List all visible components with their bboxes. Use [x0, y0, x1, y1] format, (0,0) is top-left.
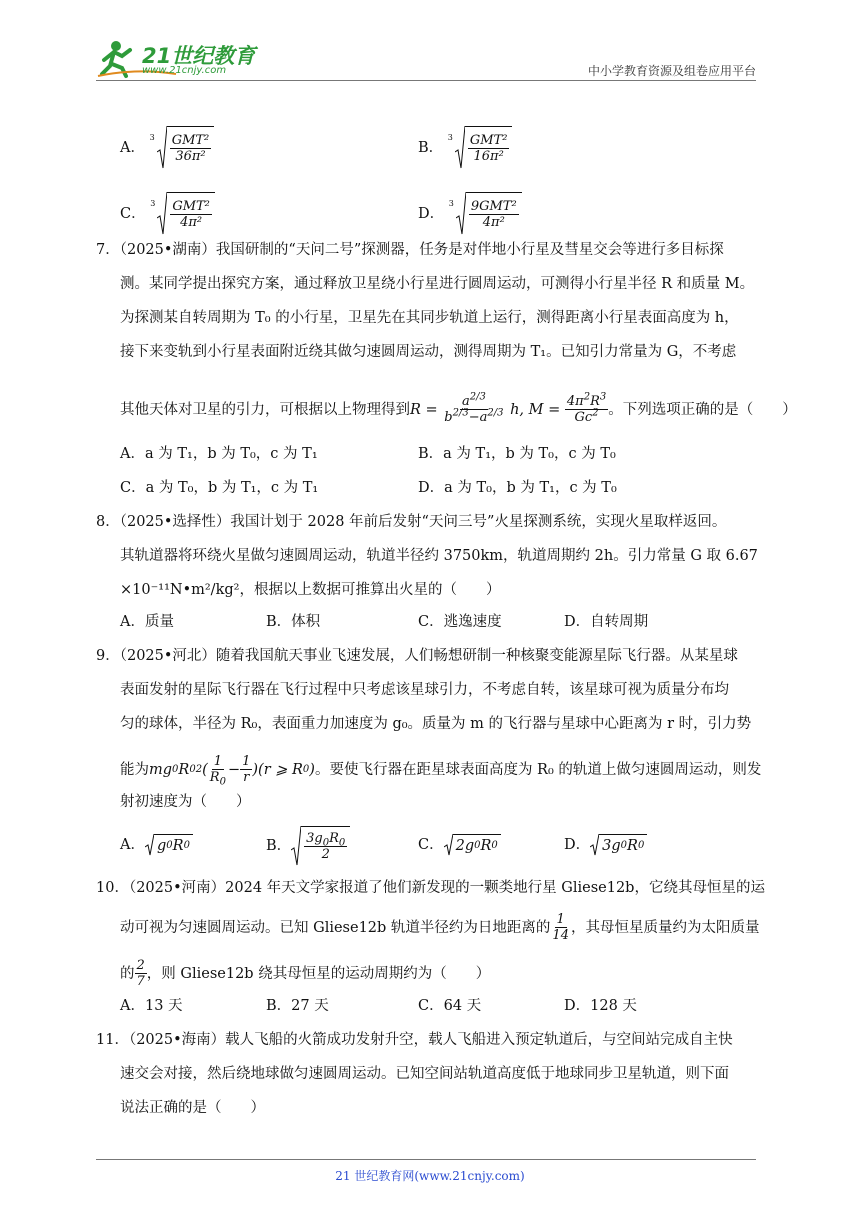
footer-divider — [96, 1159, 756, 1160]
q9-option-b-label: B． — [266, 838, 292, 854]
q9-option-a[interactable] — [120, 834, 193, 856]
q7-line-1: 7．（2025•湖南）我国研制的“天问二号”探测器，任务是对伴地小行星及彗星交会等进行多目标探 — [96, 242, 724, 258]
logo-title: 21世纪教育 — [142, 44, 256, 68]
header-divider — [96, 80, 756, 81]
q6-option-c-formula: 3 $\frac{\text{GMT²}}{\text{4π²}}$ — [150, 192, 215, 236]
q9-line-5: 射初速度为（ ） — [120, 794, 251, 810]
q10-line-2 — [120, 912, 759, 943]
q9-line-1: 9．（2025•河北）随着我国航天事业飞速发展，人们畅想研制一种核聚变能源星际飞行器。从某星球 — [96, 648, 738, 664]
q6-option-a[interactable] — [120, 126, 214, 170]
q7-line-5-end: 。下列选项正确的是（ ） — [608, 401, 797, 418]
q7-option-a[interactable]: A．a 为 T₁，b 为 T₀，c 为 T₁ — [120, 446, 318, 462]
q8-option-a[interactable]: A．质量 — [120, 614, 174, 630]
q6-option-a-label: A． — [120, 140, 145, 156]
q9-option-b[interactable] — [266, 826, 350, 866]
q7-line-5 — [120, 391, 797, 425]
q7-option-c[interactable]: C．a 为 T₀，b 为 T₁，c 为 T₁ — [120, 480, 319, 496]
q9-option-d[interactable] — [564, 834, 647, 856]
q6-option-b-formula: 3 $\frac{\text{GMT²}}{\text{16π²}}$ — [448, 126, 513, 170]
q6-option-c-label: C． — [120, 206, 146, 222]
q6-option-d-formula: 3 $\frac{\text{9GMT²}}{\text{4π²}}$ — [449, 192, 522, 236]
q11-line-1: 11．（2025•海南）载人飞船的火箭成功发射升空，载人飞船进入预定轨道后，与空间站完成自主快 — [96, 1032, 733, 1048]
q8-option-b[interactable]: B．体积 — [266, 614, 321, 630]
q10-option-b[interactable]: B．27 天 — [266, 998, 329, 1014]
q10-line-1: 10．（2025•河南）2024 年天文学家报道了他们新发现的一颗类地行星 Gliese12b，它绕其母恒星的运 — [96, 880, 765, 896]
q10-line-3-text: 的 — [120, 965, 135, 982]
site-logo — [96, 38, 266, 80]
q10-option-a[interactable]: A．13 天 — [120, 998, 183, 1014]
q6-option-b[interactable] — [418, 126, 512, 170]
q9-formula-ep: mg 0 R 0 2 ( $\frac{1}{R_0}$ − $\frac{1}{r}$ )(r ⩾ R 0 ) — [149, 754, 315, 788]
q10-option-d[interactable]: D．128 天 — [564, 998, 637, 1014]
q8-line-3: ×10⁻¹¹N•m²/kg²，根据以上数据可推算出火星的（ ） — [120, 582, 501, 598]
q10-option-c[interactable]: C．64 天 — [418, 998, 482, 1014]
q9-line-2: 表面发射的星际飞行器在飞行过程中只考虑该星球引力，不考虑自转，该星球可视为质量分布均 — [120, 682, 729, 698]
q8-line-2: 其轨道器将环绕火星做匀速圆周运动，轨道半径约 3750km，轨道周期约 2h。引力常量 G 取 6.67 — [120, 548, 758, 564]
q9-option-c-formula: 2g 0 R 0 — [444, 834, 501, 856]
q6-option-d-label: D． — [418, 206, 445, 222]
q11-line-2: 速交会对接，然后绕地球做匀速圆周运动。已知空间站轨道高度低于地球同步卫星轨道，则下面 — [120, 1066, 729, 1082]
q7-option-b[interactable]: B．a 为 T₁，b 为 T₀，c 为 T₀ — [418, 446, 616, 462]
q7-line-4: 接下来变轨到小行星表面附近绕其做匀速圆周运动，测得周期为 T₁。已知引力常量为 G，不考虑 — [120, 344, 737, 360]
q8-option-d[interactable]: D．自转周期 — [564, 614, 649, 630]
q10-line-3 — [120, 958, 490, 989]
q9-option-c-label: C． — [418, 837, 444, 853]
q9-line-4 — [120, 754, 762, 788]
q7-line-3: 为探测某自转周期为 T₀ 的小行星，卫星先在其同步轨道上运行，测得距离小行星表面高度为 h， — [120, 310, 739, 326]
q10-line-2-end: ，其母恒星质量约为太阳质量 — [570, 919, 760, 936]
q10-line-3-end: ，则 Gliese12b 绕其母恒星的运动周期约为（ ） — [146, 965, 491, 982]
q9-option-d-label: D． — [564, 837, 591, 853]
q9-option-a-formula: g 0 R 0 — [145, 834, 193, 856]
footer-site-link[interactable]: 21 世纪教育网(www.21cnjy.com) — [335, 1169, 525, 1183]
q10-line-2-text: 动可视为匀速圆周运动。已知 Gliese12b 轨道半径约为日地距离的 — [120, 919, 551, 936]
q7-option-d[interactable]: D．a 为 T₀，b 为 T₁，c 为 T₀ — [418, 480, 617, 496]
q8-line-1: 8．（2025•选择性）我国计划于 2028 年前后发射“天问三号”火星探测系统，实现火星取样返回。 — [96, 514, 727, 530]
q6-option-b-label: B． — [418, 140, 444, 156]
q11-line-3: 说法正确的是（ ） — [120, 1100, 265, 1116]
q6-option-d[interactable] — [418, 192, 522, 236]
q10-fraction-1-14: $\frac{1}{14}$ — [552, 912, 569, 943]
q6-option-c[interactable] — [120, 192, 215, 236]
q9-line-3: 匀的球体，半径为 R₀，表面重力加速度为 g₀。质量为 m 的飞行器与星球中心距离为 r 时，引力势 — [120, 716, 752, 732]
q8-option-c[interactable]: C．逃逸速度 — [418, 614, 502, 630]
q9-line-4-text: 能为 — [120, 761, 149, 778]
q10-fraction-2-7: $\frac{2}{7}$ — [136, 958, 145, 989]
q9-option-b-formula: $\frac{3g_0R_0}{2}$ — [291, 826, 350, 866]
q9-option-d-formula: 3g 0 R 0 — [590, 834, 647, 856]
q7-line-5-text: 其他天体对卫星的引力，可根据以上物理得到 — [120, 401, 410, 418]
logo-url: www.21cnjy.com — [142, 65, 227, 76]
q9-line-4-end: 。要使飞行器在距星球表面高度为 R₀ 的轨道上做匀速圆周运动，则发 — [314, 761, 762, 778]
q9-option-c[interactable] — [418, 834, 501, 856]
q9-option-a-label: A． — [120, 837, 145, 853]
header-platform-text: 中小学教育资源及组卷应用平台 — [587, 64, 756, 78]
q7-line-2: 测。某同学提出探究方案，通过释放卫星绕小行星进行圆周运动，可测得小行星半径 R 和质量 M。 — [120, 276, 755, 292]
q7-formula-r: R = $\frac{a^{2/3}}{b^{2/3}-a^{2/3}}$ h, M = $\frac{4\pi^2R^3}{Gc^2}$ — [410, 391, 607, 425]
q6-option-a-formula: 3 $\frac{\text{GMT²}}{\text{36π²}}$ — [150, 126, 215, 170]
